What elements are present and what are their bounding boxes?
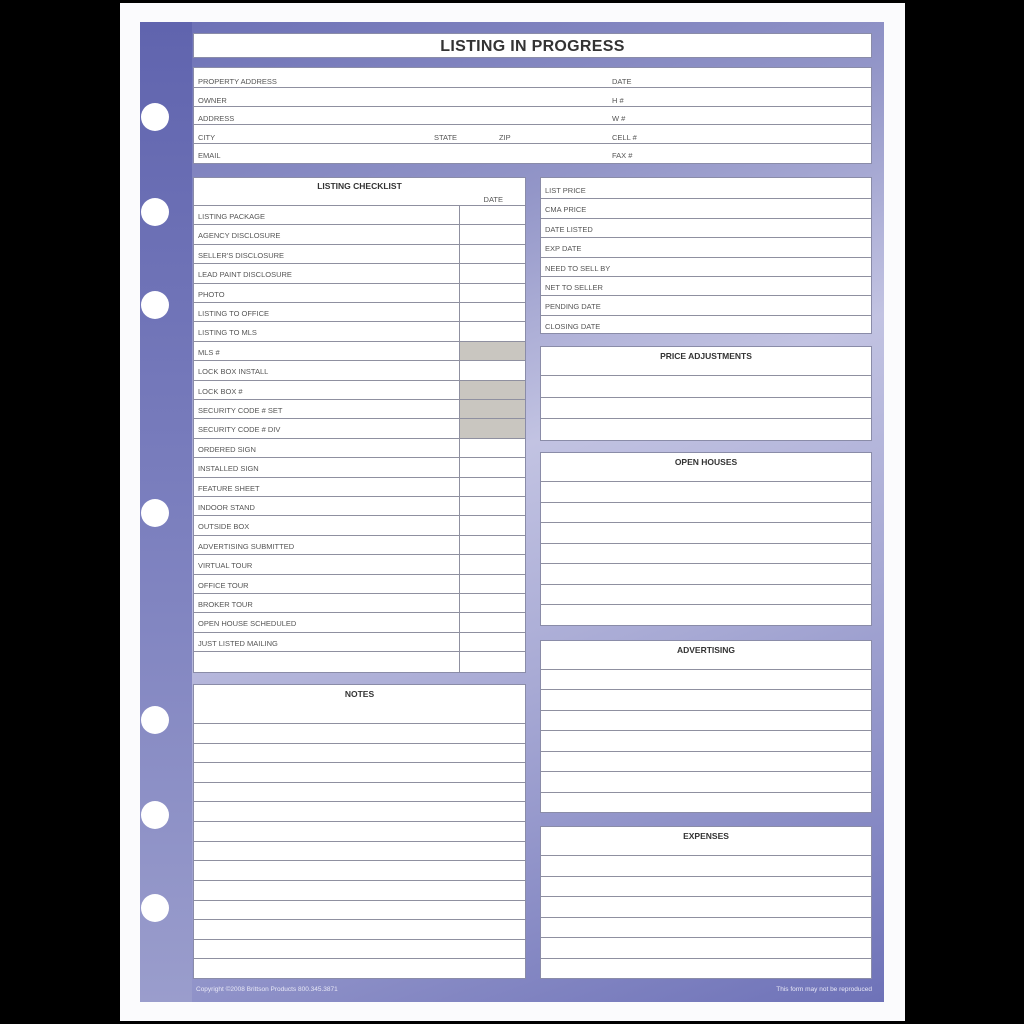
date-input[interactable] <box>461 264 524 281</box>
checklist-item-label: SELLER'S DISCLOSURE <box>198 250 285 260</box>
field-rule <box>194 124 871 125</box>
pricing-input[interactable] <box>631 316 869 333</box>
property-field-label: OWNER <box>198 95 227 105</box>
contact-field-label: H # <box>612 95 624 105</box>
binder-hole-icon <box>141 706 169 734</box>
checklist-item-label: LOCK BOX INSTALL <box>198 367 269 377</box>
property-info-box <box>193 67 872 164</box>
line-rule <box>541 855 871 856</box>
expenses-line-input[interactable] <box>542 898 870 916</box>
line-rule <box>541 876 871 877</box>
property-field-label: CITY <box>198 132 216 142</box>
line-rule <box>541 522 871 523</box>
advertising-title: ADVERTISING <box>676 645 736 655</box>
date-input[interactable] <box>461 594 524 611</box>
state-label: STATE <box>434 132 458 142</box>
pricing-input[interactable] <box>631 258 869 275</box>
checklist-item-label: OFFICE TOUR <box>198 580 249 590</box>
contact-field-label: DATE <box>612 77 632 86</box>
date-input[interactable] <box>461 575 524 592</box>
date-input[interactable] <box>461 536 524 553</box>
pricing-input[interactable] <box>631 277 869 294</box>
price-adjustments-title: PRICE ADJUSTMENTS <box>660 351 752 361</box>
line-rule <box>541 669 871 670</box>
checklist-item-label: LISTING TO MLS <box>198 328 257 338</box>
date-input[interactable] <box>461 478 524 495</box>
pricing-field-label: CMA PRICE <box>545 205 587 215</box>
checklist-item-label: JUST LISTED MAILING <box>198 638 278 648</box>
pricing-input[interactable] <box>631 199 869 216</box>
line-rule <box>194 841 525 842</box>
line-rule <box>194 743 525 744</box>
checklist-title: LISTING CHECKLIST <box>317 181 402 191</box>
date-input[interactable] <box>461 361 524 378</box>
zip-label: ZIP <box>499 132 511 142</box>
open-houses-line-input[interactable] <box>542 545 870 563</box>
line-rule <box>194 723 525 724</box>
open-houses-box <box>540 452 872 626</box>
expenses-title: EXPENSES <box>683 831 729 841</box>
pricing-field-label: NEED TO SELL BY <box>545 263 611 273</box>
advertising-line-input[interactable] <box>542 712 870 729</box>
checklist-item-label: LOCK BOX # <box>198 386 243 396</box>
advertising-line-input[interactable] <box>542 691 870 708</box>
copyright-text: Copyright ©2008 Brittson Products 800.345.3871 <box>196 986 338 993</box>
property-input[interactable] <box>284 146 867 161</box>
date-input[interactable] <box>461 652 524 669</box>
pricing-field-label: NET TO SELLER <box>545 283 603 292</box>
property-input[interactable] <box>284 91 867 106</box>
checklist-item-label: VIRTUAL TOUR <box>198 561 253 571</box>
date-input[interactable] <box>461 284 524 301</box>
line-rule <box>541 543 871 544</box>
checklist-item-label: INSTALLED SIGN <box>198 464 259 474</box>
shaded-date-cell <box>460 381 525 399</box>
checklist-item-label: MLS # <box>198 347 220 357</box>
property-field-label: EMAIL <box>198 151 221 160</box>
date-input[interactable] <box>461 516 524 533</box>
advertising-line-input[interactable] <box>542 794 870 811</box>
line-rule <box>194 860 525 861</box>
line-rule <box>541 563 871 564</box>
line-rule <box>541 584 871 585</box>
open-houses-line-input[interactable] <box>542 524 870 542</box>
pricing-box <box>540 177 872 334</box>
property-input[interactable] <box>284 109 867 124</box>
price-adjustments-box <box>540 346 872 441</box>
line-rule <box>541 481 871 482</box>
expenses-line-input[interactable] <box>542 919 870 937</box>
line-rule <box>541 502 871 503</box>
line-rule <box>541 689 871 690</box>
listing-checklist-box <box>193 177 526 673</box>
notes-line-input[interactable] <box>195 882 524 899</box>
expenses-line-input[interactable] <box>542 939 870 957</box>
date-input[interactable] <box>461 322 524 339</box>
checklist-item-label: ORDERED SIGN <box>198 444 256 454</box>
price-adjustments-line-input[interactable] <box>542 399 870 418</box>
notes-line-input[interactable] <box>195 764 524 781</box>
line-rule <box>194 958 525 959</box>
pricing-input[interactable] <box>631 238 869 255</box>
open-houses-title: OPEN HOUSES <box>674 457 738 467</box>
pricing-field-label: EXP DATE <box>545 244 582 254</box>
property-field-label: PROPERTY ADDRESS <box>198 77 277 86</box>
notes-line-input[interactable] <box>195 960 524 977</box>
checklist-item-label: INDOOR STAND <box>198 503 255 512</box>
date-input[interactable] <box>461 303 524 320</box>
line-rule <box>541 917 871 918</box>
line-rule <box>194 801 525 802</box>
checklist-item-label: OUTSIDE BOX <box>198 522 250 532</box>
notes-line-input[interactable] <box>195 902 524 919</box>
advertising-line-input[interactable] <box>542 753 870 770</box>
checklist-item-label: SECURITY CODE # SET <box>198 406 283 415</box>
shaded-date-cell <box>460 342 525 360</box>
line-rule <box>541 418 871 419</box>
expenses-line-input[interactable] <box>542 857 870 875</box>
date-input[interactable] <box>461 225 524 242</box>
binder-hole-icon <box>141 801 169 829</box>
line-rule <box>541 604 871 605</box>
shaded-date-cell <box>460 419 525 437</box>
date-input[interactable] <box>461 633 524 650</box>
date-input[interactable] <box>461 497 524 514</box>
line-rule <box>541 397 871 398</box>
line-rule <box>541 958 871 959</box>
contact-field-label: FAX # <box>612 151 633 160</box>
line-rule <box>194 762 525 763</box>
notes-line-input[interactable] <box>195 784 524 801</box>
binder-hole-icon <box>141 198 169 226</box>
binder-hole-icon <box>141 499 169 527</box>
advertising-line-input[interactable] <box>542 671 870 688</box>
date-input[interactable] <box>461 206 524 223</box>
checklist-item-label: BROKER TOUR <box>198 600 253 609</box>
notes-line-input[interactable] <box>195 921 524 938</box>
date-input[interactable] <box>461 439 524 456</box>
date-input[interactable] <box>461 458 524 475</box>
notes-line-input[interactable] <box>195 941 524 958</box>
shaded-date-cell <box>460 400 525 418</box>
line-rule <box>194 919 525 920</box>
notes-line-input[interactable] <box>195 843 524 860</box>
checklist-item-label: ADVERTISING SUBMITTED <box>198 541 295 551</box>
binder-hole-icon <box>141 291 169 319</box>
line-rule <box>541 710 871 711</box>
property-field-label: ADDRESS <box>198 114 235 123</box>
line-rule <box>541 792 871 793</box>
binder-hole-icon <box>141 103 169 131</box>
open-houses-line-input[interactable] <box>542 586 870 604</box>
property-input[interactable] <box>284 128 867 143</box>
contact-field-label: CELL # <box>612 132 637 142</box>
pricing-field-label: LIST PRICE <box>545 186 586 195</box>
notes-box <box>193 684 526 979</box>
line-rule <box>541 751 871 752</box>
form-title: LISTING IN PROGRESS <box>193 33 872 58</box>
line-rule <box>194 880 525 881</box>
checklist-item-label: AGENCY DISCLOSURE <box>198 231 281 241</box>
pricing-input[interactable] <box>631 219 869 236</box>
notes-line-input[interactable] <box>195 745 524 762</box>
price-adjustments-line-input[interactable] <box>542 377 870 396</box>
expenses-line-input[interactable] <box>542 960 870 978</box>
date-input[interactable] <box>461 555 524 572</box>
notes-title: NOTES <box>344 689 375 699</box>
line-rule <box>194 939 525 940</box>
checklist-item-label: OPEN HOUSE SCHEDULED <box>198 619 297 629</box>
notes-line-input[interactable] <box>195 862 524 879</box>
date-column-header: DATE <box>483 195 503 204</box>
line-rule <box>194 821 525 822</box>
line-rule <box>541 937 871 938</box>
field-rule <box>194 87 871 88</box>
pricing-field-label: DATE LISTED <box>545 224 593 234</box>
contact-field-label: W # <box>612 114 626 123</box>
open-houses-line-input[interactable] <box>542 504 870 522</box>
checklist-item-label: PHOTO <box>198 289 225 299</box>
advertising-line-input[interactable] <box>542 732 870 749</box>
line-rule <box>541 375 871 376</box>
pricing-field-label: PENDING DATE <box>545 302 601 312</box>
notes-line-input[interactable] <box>195 803 524 820</box>
line-rule <box>541 730 871 731</box>
checklist-item-label: LEAD PAINT DISCLOSURE <box>198 270 292 280</box>
line-rule <box>194 900 525 901</box>
field-rule <box>194 143 871 144</box>
binder-hole-icon <box>141 894 169 922</box>
notes-line-input[interactable] <box>195 725 524 742</box>
open-houses-line-input[interactable] <box>542 483 870 501</box>
pricing-input[interactable] <box>631 296 869 313</box>
notes-line-input[interactable] <box>195 823 524 840</box>
line-rule <box>194 782 525 783</box>
reproduction-notice: This form may not be reproduced <box>776 986 872 993</box>
date-input[interactable] <box>461 245 524 262</box>
field-rule <box>194 106 871 107</box>
checklist-item-label: FEATURE SHEET <box>198 483 260 493</box>
expenses-line-input[interactable] <box>542 878 870 896</box>
checklist-item-label: LISTING TO OFFICE <box>198 309 269 318</box>
checklist-item-label: LISTING PACKAGE <box>198 212 265 221</box>
pricing-input[interactable] <box>631 180 869 197</box>
advertising-line-input[interactable] <box>542 773 870 790</box>
open-houses-line-input[interactable] <box>542 606 870 624</box>
date-input[interactable] <box>461 613 524 630</box>
expenses-box <box>540 826 872 979</box>
price-adjustments-line-input[interactable] <box>542 420 870 439</box>
property-input[interactable] <box>284 72 867 87</box>
advertising-box <box>540 640 872 813</box>
line-rule <box>541 896 871 897</box>
pricing-field-label: CLOSING DATE <box>545 321 601 331</box>
open-houses-line-input[interactable] <box>542 565 870 583</box>
checklist-item-label: SECURITY CODE # DIV <box>198 425 281 435</box>
line-rule <box>541 771 871 772</box>
